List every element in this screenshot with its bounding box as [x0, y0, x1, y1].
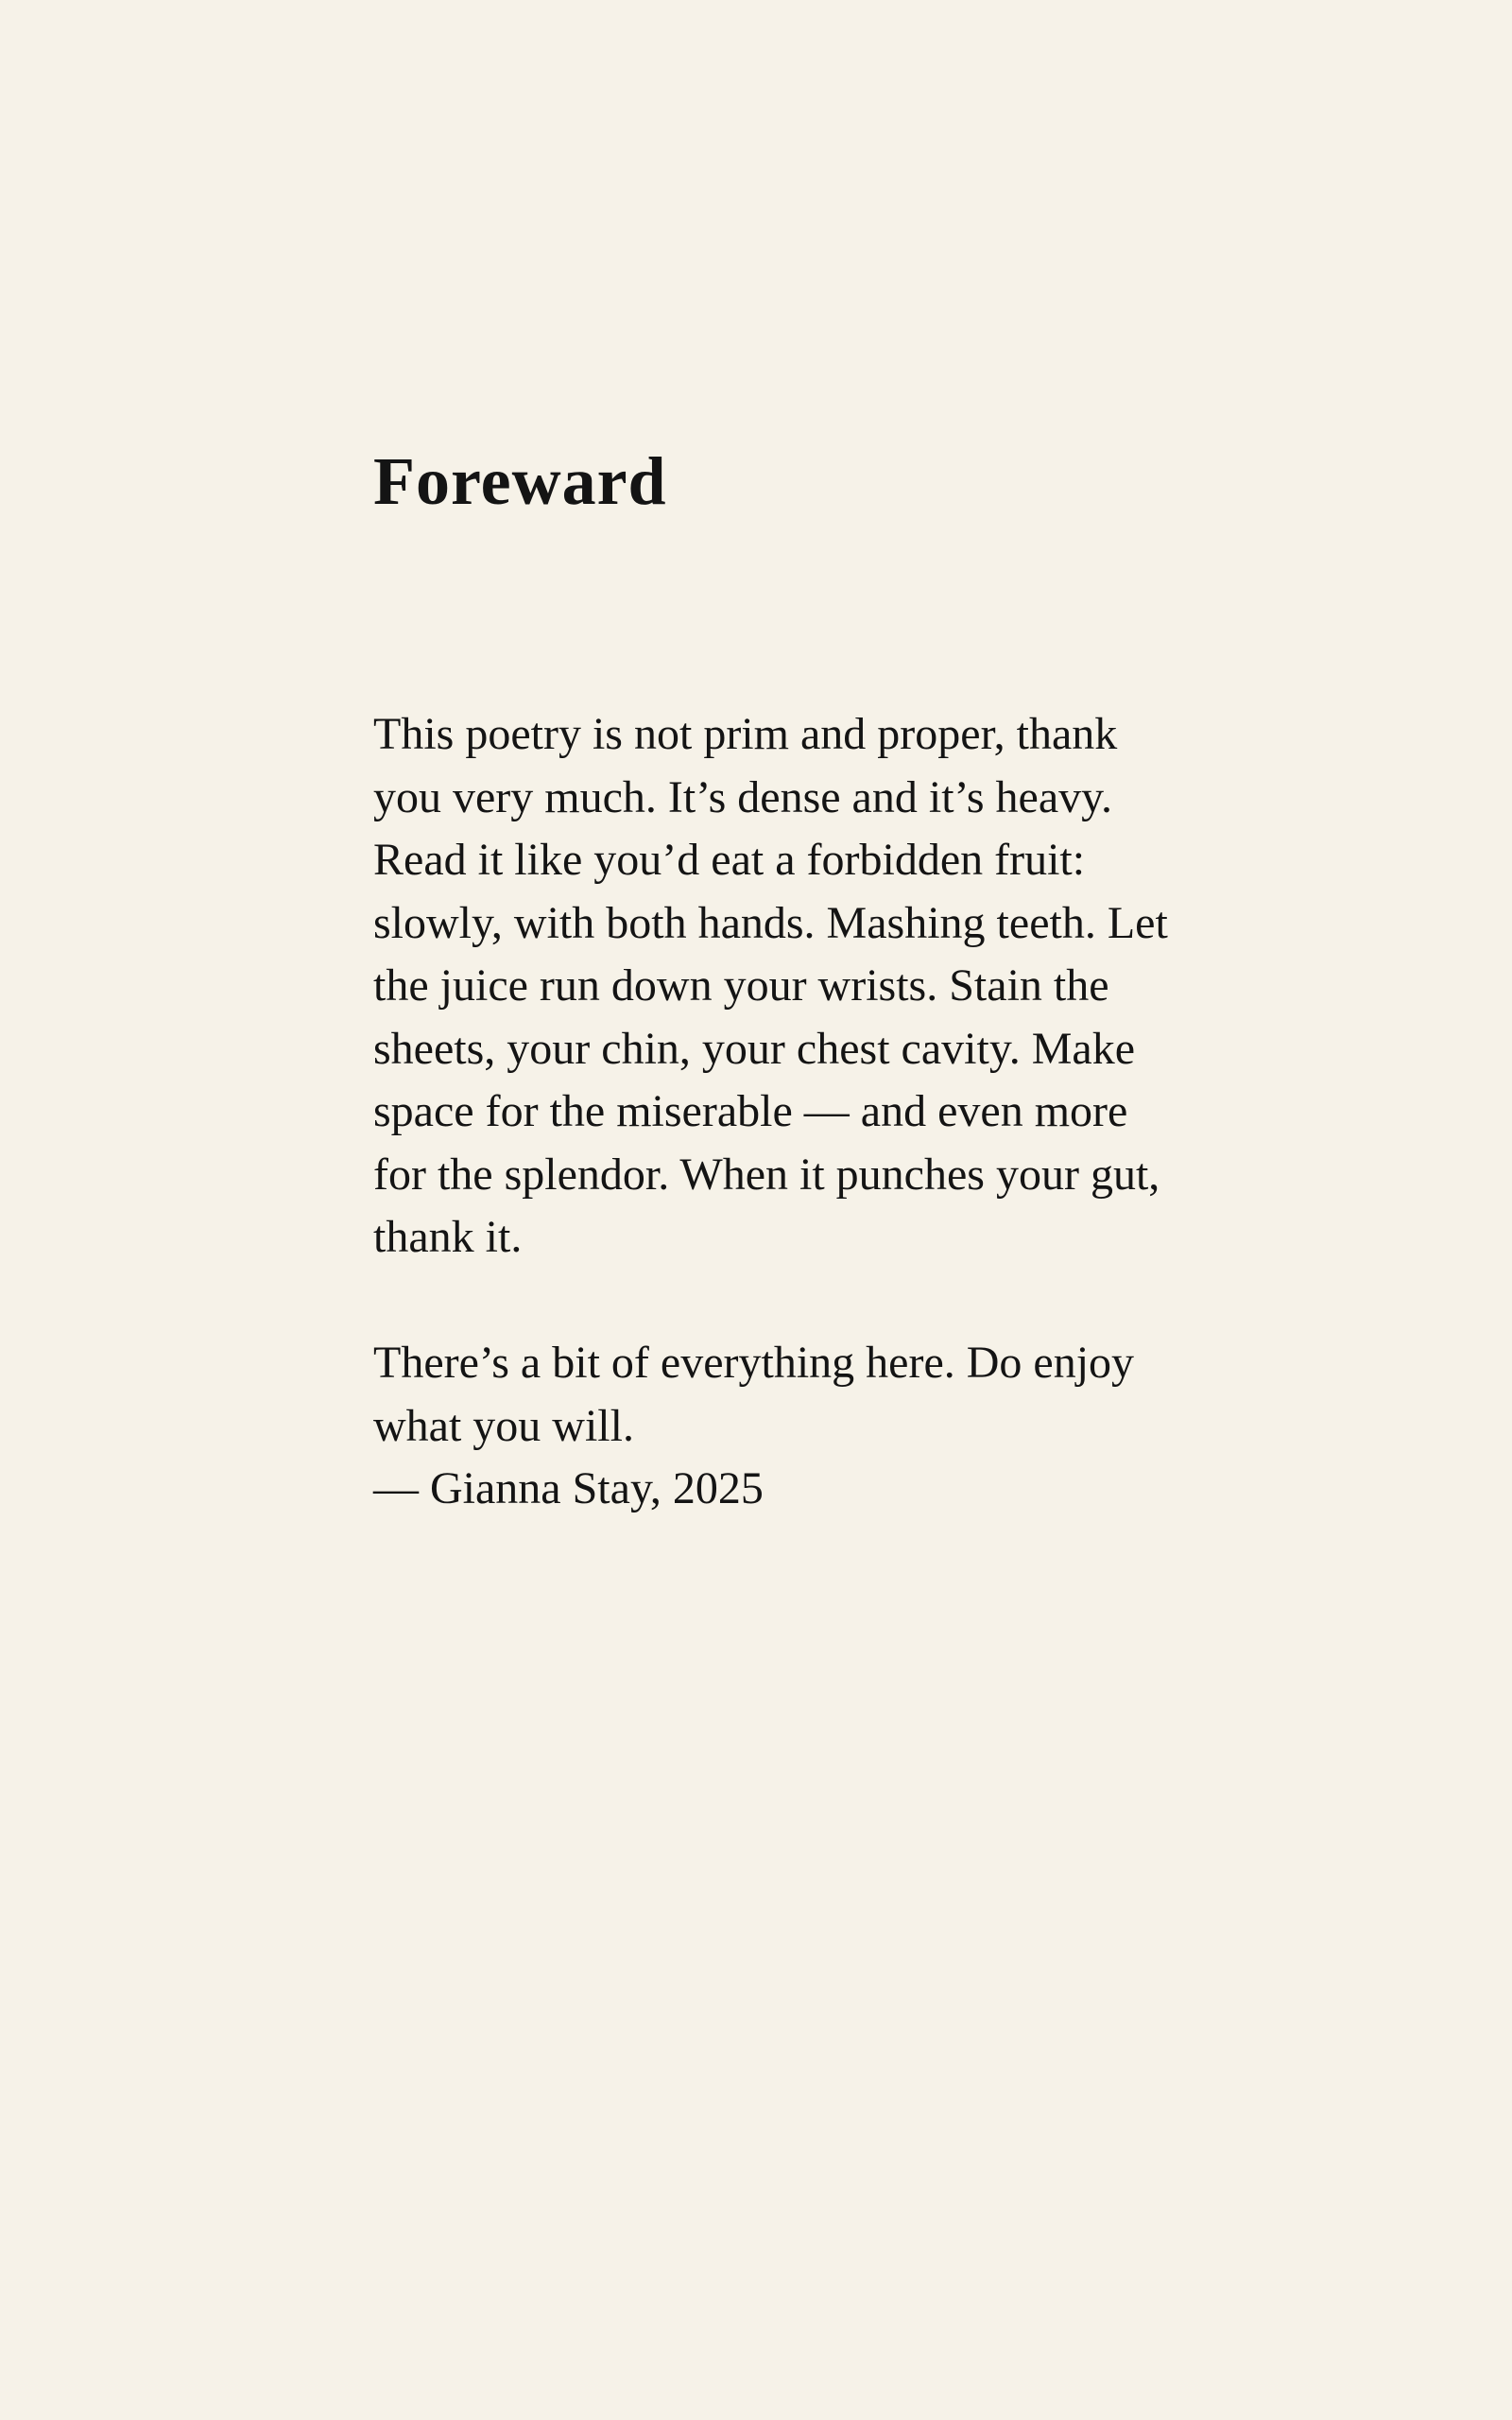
- paragraph-line: There’s a bit of everything here. Do enjoy: [373, 1338, 1135, 1389]
- paragraph-1: [373, 703, 1243, 1270]
- signature: — Gianna Stay, 2025: [373, 1463, 764, 1514]
- paragraph-line: for the splendor. When it punches your gut,: [373, 1149, 1160, 1200]
- page-title: Foreward: [373, 443, 667, 519]
- paragraph-line: what you will.: [373, 1400, 634, 1451]
- paragraph-line: slowly, with both hands. Mashing teeth. Let: [373, 897, 1168, 948]
- foreword-content: [373, 444, 1243, 1521]
- paragraph-line: you very much. It’s dense and it’s heavy.: [373, 771, 1113, 822]
- paragraph-line: thank it.: [373, 1212, 523, 1263]
- paragraph-line: This poetry is not prim and proper, thank: [373, 709, 1118, 760]
- foreword-body: [373, 703, 1243, 1521]
- paragraph-2: [373, 1332, 1243, 1458]
- paragraph-line: the juice run down your wrists. Stain the: [373, 960, 1109, 1011]
- paragraph-line: sheets, your chin, your chest cavity. Make: [373, 1023, 1135, 1074]
- paragraph-line: Read it like you’d eat a forbidden fruit:: [373, 835, 1086, 886]
- paragraph-spacer: [373, 1270, 1243, 1333]
- paragraph-line: space for the miserable — and even more: [373, 1086, 1128, 1137]
